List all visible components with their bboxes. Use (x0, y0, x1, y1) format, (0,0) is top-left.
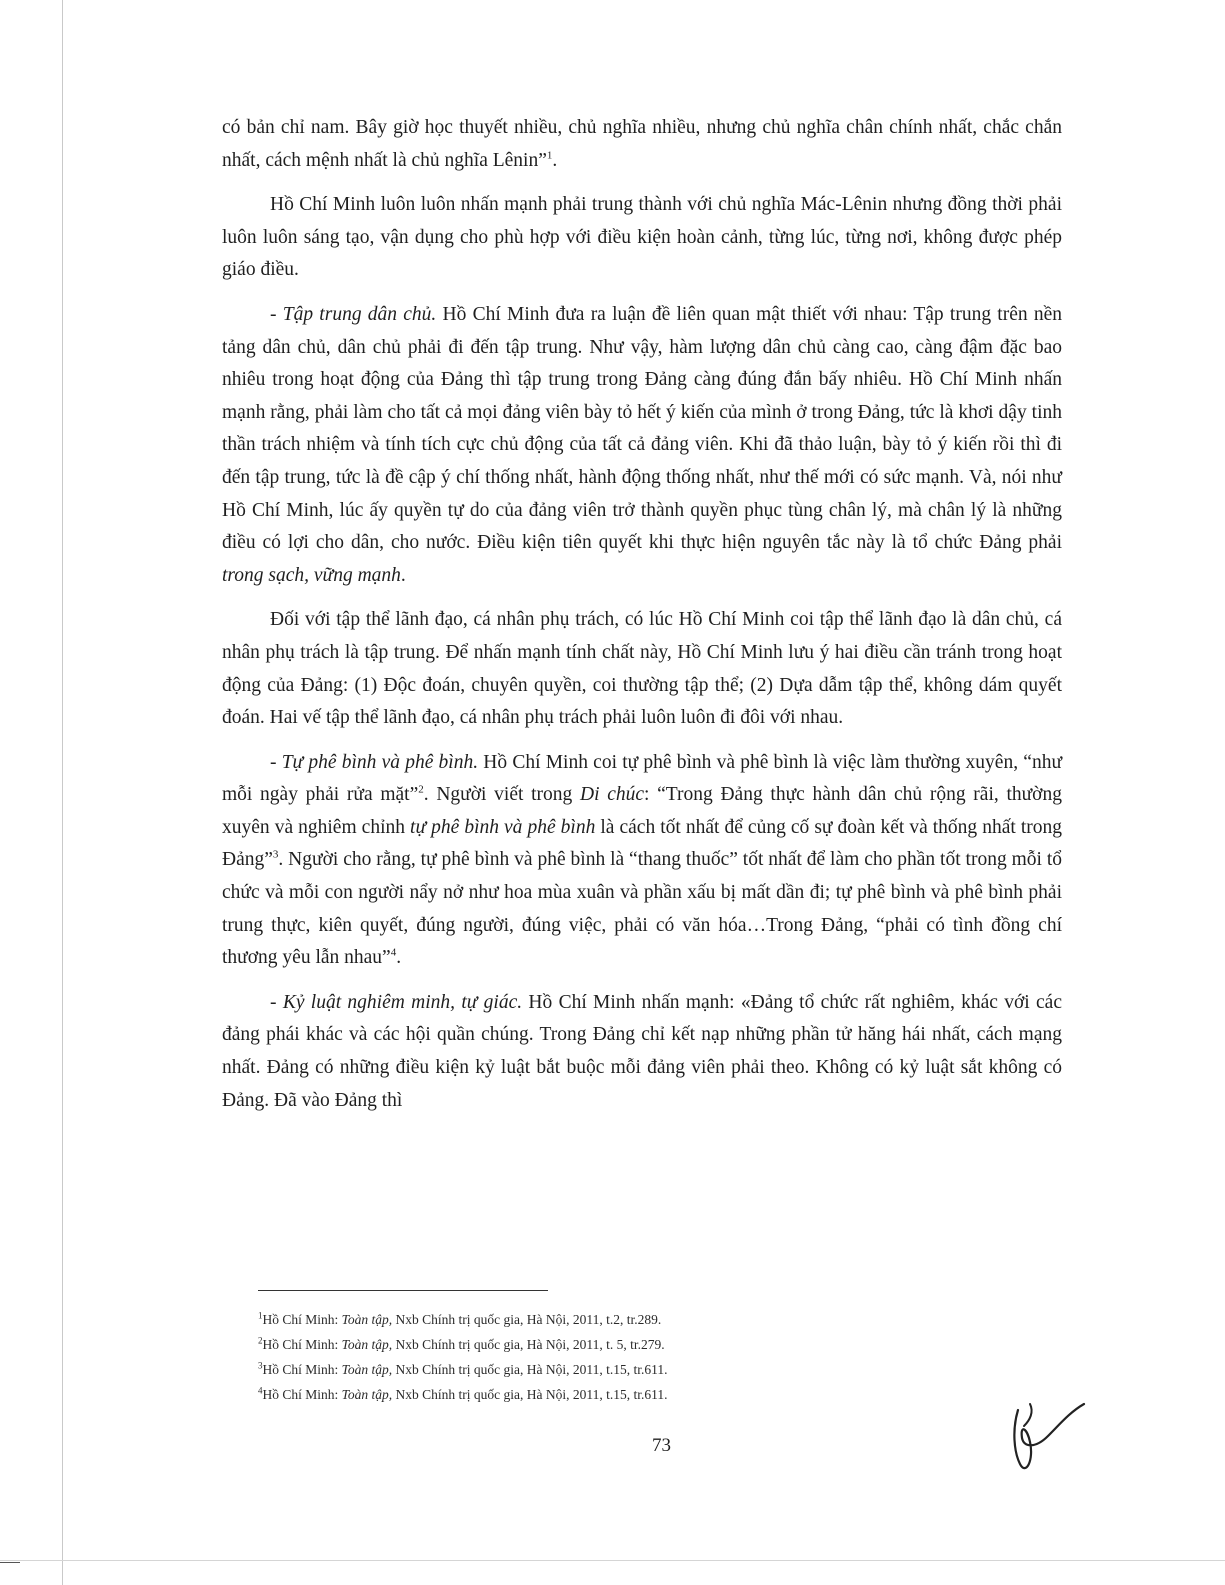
text-run: Hồ Chí Minh nhấn mạnh: «Đảng tổ chức rất nghiêm, khác với các đảng phái khác và các hội quần chúng. Trong Đảng chỉ kết nạp những phần tử hăng hái nhất, cách mạng nhất. Đảng có những điều kiện kỷ luật bắt buộc mỗi đảng viên phải theo. Không có kỷ luật sắt không có Đảng. Đã vào Đảng thì (222, 991, 1062, 1111)
footnote-ref: 4 (390, 946, 397, 959)
footnote-number: 2 (258, 1335, 263, 1346)
text-run: có bản chỉ nam. Bây giờ học thuyết nhiều, chủ nghĩa nhiều, nhưng chủ nghĩa chân chính nhất, chắc chắn nhất, cách mệnh nhất là chủ nghĩa Lênin” (222, 117, 1062, 171)
footnote-number: 4 (258, 1385, 263, 1396)
scan-left-edge (62, 0, 63, 1585)
footnote-source: Nxb Chính trị quốc gia, Hà Nội, 2011, t. 5, tr.279. (392, 1337, 665, 1352)
paragraph (222, 112, 1062, 177)
italic-text: Kỷ luật nghiêm minh, tự giác. (282, 991, 523, 1013)
footnote-source: Nxb Chính trị quốc gia, Hà Nội, 2011, t.15, tr.611. (392, 1387, 668, 1402)
text-run: . Người viết trong (423, 784, 580, 806)
text-run: . Người cho rằng, tự phê bình và phê bình là “thang thuốc” tốt nhất để làm cho phần tốt trong mỗi tổ chức và mỗi con người nẩy nở như hoa mùa xuân và phần xấu bị mất dần đi; tự phê bình và phê bình phải trung thực, kiên quyết, đúng người, đúng việc, phải có văn hóa…Trong Đảng, “phải có tình đồng chí thương yêu lẫn nhau” (222, 849, 1062, 969)
footnote-item (258, 1307, 958, 1332)
footnote-ref: 2 (418, 783, 424, 796)
footnote-author: Hồ Chí Minh: (262, 1337, 342, 1352)
footnote-title: Toàn tập, (341, 1337, 393, 1352)
text-run: Hồ Chí Minh đưa ra luận đề liên quan mật thiết với nhau: Tập trung trên nền tảng dân chủ, dân chủ phải đi đến tập trung. Như vậy, hàm lượng dân chủ càng cao, càng đậm đặc bao nhiêu trong hoạt động của Đảng thì tập trung trong Đảng càng đúng đắn bấy nhiêu. Hồ Chí Minh nhấn mạnh rằng, phải làm cho tất cả mọi đảng viên bày tỏ hết ý kiến của mình ở trong Đảng, tức là khơi dậy tinh thần trách nhiệm và tính tích cực chủ động của tất cả đảng viên. Khi đã thảo luận, bày tỏ ý kiến rồi thì đi đến tập trung, tức là đề cập ý chí thống nhất, hành động thống nhất, như thế mới có sức mạnh. Và, nói như Hồ Chí Minh, lúc ấy quyền tự do của đảng viên trở thành quyền phục tùng chân lý, mà chân lý là những điều có lợi cho dân, cho nước. Điều kiện tiên quyết khi thực hiện nguyên tắc này là tổ chức Đảng phải (222, 303, 1063, 554)
footnote-author: Hồ Chí Minh: (262, 1312, 342, 1327)
footnote-title: Toàn tập, (341, 1312, 393, 1327)
text-run: - (270, 751, 282, 773)
footnote-item (258, 1382, 958, 1407)
scan-bottom-edge (0, 1560, 1225, 1561)
paragraph (222, 987, 1062, 1117)
footnote-number: 1 (258, 1310, 263, 1321)
italic-text: Di chúc (579, 784, 645, 806)
footnote-source: Nxb Chính trị quốc gia, Hà Nội, 2011, t.2, tr.289. (392, 1312, 662, 1327)
text-run: . (400, 564, 406, 586)
scan-corner-mark (0, 1562, 20, 1563)
text-run: : “Trong Đảng thực hành dân chủ rộng rãi, thường xuyên và nghiêm chỉnh (222, 784, 1062, 838)
text-run: . (396, 947, 402, 969)
footnote-title: Toàn tập, (341, 1362, 393, 1377)
text-run: . (552, 149, 558, 171)
paragraph (222, 747, 1062, 975)
footnote-source: Nxb Chính trị quốc gia, Hà Nội, 2011, t.15, tr.611. (392, 1362, 668, 1377)
footnote-author: Hồ Chí Minh: (262, 1362, 342, 1377)
paragraph (222, 189, 1062, 287)
footnotes (258, 1307, 958, 1407)
footnote-author: Hồ Chí Minh: (262, 1387, 342, 1402)
italic-text: Tự phê bình và phê bình. (281, 751, 479, 773)
text-run: Đối với tập thể lãnh đạo, cá nhân phụ trách, có lúc Hồ Chí Minh coi tập thể lãnh đạo là dân chủ, cá nhân phụ trách là tập trung. Để nhấn mạnh tính chất này, Hồ Chí Minh lưu ý hai điều cần tránh trong hoạt động của Đảng: (1) Độc đoán, chuyên quyền, coi thường tập thể; (2) Dựa dẫm tập thể, không dám quyết đoán. Hai vế tập thể lãnh đạo, cá nhân phụ trách phải luôn luôn đi đôi với nhau. (222, 609, 1062, 729)
handwritten-initial-icon (1000, 1390, 1090, 1480)
footnote-number: 3 (258, 1360, 263, 1371)
paragraph (222, 299, 1062, 592)
text-run: - (270, 303, 283, 325)
text-run: Hồ Chí Minh luôn luôn nhấn mạnh phải trung thành với chủ nghĩa Mác-Lênin nhưng đồng thời phải luôn luôn sáng tạo, vận dụng cho phù hợp với điều kiện hoàn cảnh, từng lúc, từng nơi, không được phép giáo điều. (222, 194, 1062, 281)
text-run: là cách tốt nhất để củng cố sự đoàn kết và thống nhất trong Đảng” (222, 816, 1062, 871)
footnote-ref: 3 (272, 848, 279, 861)
italic-text: tự phê bình và phê bình (410, 816, 596, 838)
footnote-title: Toàn tập, (341, 1387, 393, 1402)
text-run: Hồ Chí Minh coi tự phê bình và phê bình là việc làm thường xuyên, “như mỗi ngày phải rửa mặt” (222, 751, 1063, 806)
paragraph (222, 604, 1062, 734)
page-number: 73 (652, 1435, 671, 1456)
footnote-item (258, 1332, 958, 1357)
footnote-item (258, 1357, 958, 1382)
footnote-separator (258, 1290, 548, 1291)
body-text (222, 112, 1062, 1129)
italic-text: Tập trung dân chủ. (282, 303, 437, 325)
italic-text: trong sạch, vững mạnh (222, 564, 401, 586)
text-run: - (270, 991, 283, 1013)
footnote-ref: 1 (546, 149, 553, 162)
